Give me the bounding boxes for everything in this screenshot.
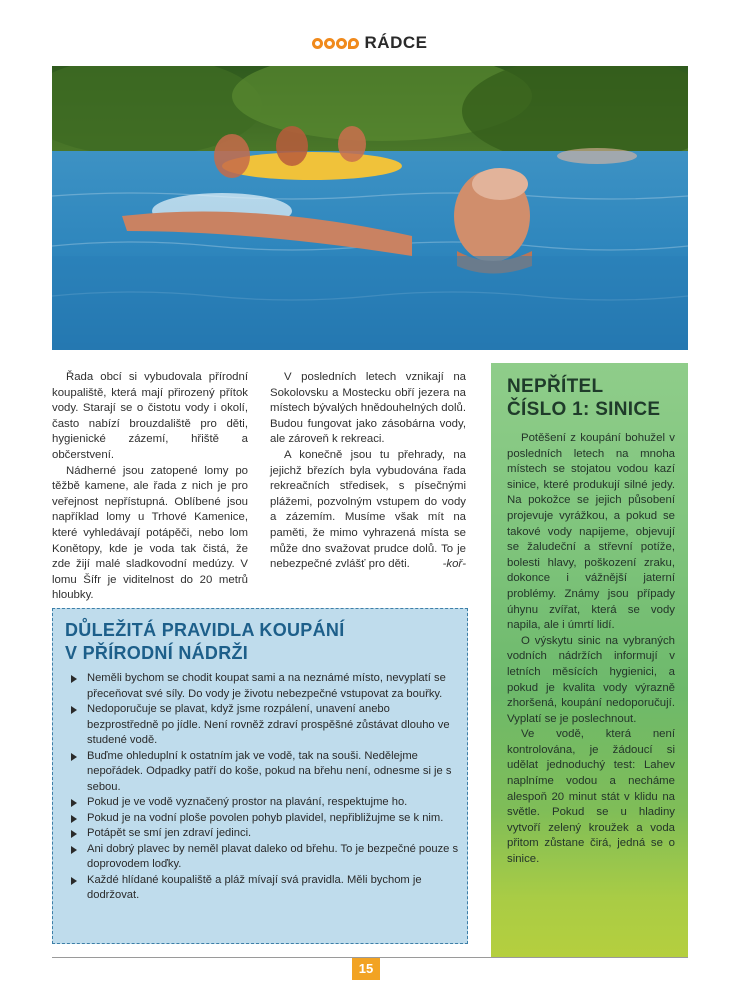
rules-list-item (67, 749, 459, 796)
rules-list (67, 671, 459, 904)
bullet-triangle-icon (71, 799, 77, 807)
sidebar-text (507, 431, 675, 868)
article-paragraph: V posledních letech vznikají na Sokolovsku a Mostecku obří jezera na místech bývalých hnědouhelných dolů. Budou fungovat jako zásobárna vody, ale zároveň k rekreaci. (270, 371, 466, 446)
bullet-triangle-icon (71, 675, 77, 683)
rules-title-line-1: DŮLEŽITÁ PRAVIDLA KOUPÁNÍ (65, 620, 345, 640)
article-paragraph-text: A konečně jsou tu přehrady, na jejichž březích byla vybudována řada rekreačních středisek, s písečnými plážemi, pozvolným vstupem do vody a zázemím. Musíme však mít na paměti, že mimo vyhrazená místa se může dno svažovat prudce dolů. To je nebezpečné zvlášť pro děti. (270, 448, 466, 571)
rules-item-text: Neměli bychom se chodit koupat sami a na neznámé místo, nevyplatí se přeceňovat své síly. Do vody je životu nebezpečné vstupovat za bouřky. (87, 672, 446, 700)
sidebar-title-line-1: NEPŘÍTEL (507, 376, 604, 397)
header-title: RÁDCE (364, 33, 428, 52)
rules-item-text: Nedoporučuje se plavat, když jsme rozpálení, unavení anebo bezprostředně po jídle. Není rovněž zdraví prospěšné zůstávat dlouho ve studené vodě. (87, 703, 450, 746)
coop-logo-icon (312, 38, 359, 49)
rules-item-text: Potápět se smí jen zdraví jedinci. (87, 827, 252, 839)
bullet-triangle-icon (71, 815, 77, 823)
rules-list-item (67, 671, 459, 702)
article-column-1 (52, 370, 248, 604)
bullet-triangle-icon (71, 753, 77, 761)
rules-list-item (67, 702, 459, 749)
sinice-sidebar (491, 363, 688, 958)
swimmer-photo (52, 66, 688, 350)
page-number: 15 (352, 958, 380, 980)
sidebar-paragraph: Ve vodě, která není kontrolována, je žádoucí si udělat jednoduchý test: Lahev naplníme vodou a necháme alespoň 20 minut stát v klidu na světle. Pokud se u hladiny vytvoří zelený kroužek a voda přitom zůstane čirá, jedná se o sinice. (507, 728, 675, 866)
rules-item-text: Pokud je ve vodě vyznačený prostor na plavání, respektujme ho. (87, 796, 408, 808)
rules-item-text: Ani dobrý plavec by neměl plavat daleko od břehu. To je bezpečné pouze s doprovodem loďky. (87, 842, 459, 870)
rules-item-text: Každé hlídané koupaliště a pláž mívají svá pravidla. Měli bychom je dodržovat. (87, 873, 422, 901)
rules-list-item (67, 826, 459, 842)
rules-list-item (67, 795, 459, 811)
swimming-rules-box (52, 608, 468, 944)
rules-title (65, 619, 455, 665)
rules-item-text: Pokud je na vodní ploše povolen pohyb plavidel, nepřibližujme se k nim. (87, 811, 444, 824)
bullet-triangle-icon (71, 846, 77, 854)
article-paragraph (270, 448, 466, 573)
article-column-2 (270, 370, 466, 573)
sidebar-title (507, 375, 677, 421)
sidebar-paragraph: O výskytu sinic na vybraných vodních nádržích informují v letních měsících hygienici, a pokud je kvalita vody výrazně zhoršená, koupání nedoporučují. Vyplatí se je poslechnout. (507, 634, 675, 725)
rules-list-item (67, 811, 459, 827)
rules-list-item (67, 842, 459, 873)
bullet-triangle-icon (71, 830, 77, 838)
rules-title-line-2: V PŘÍRODNÍ NÁDRŽI (65, 643, 249, 663)
page-header (0, 33, 739, 57)
author-signature: -koř- (442, 558, 466, 571)
bullet-triangle-icon (71, 877, 77, 885)
coop-radce-logo (312, 33, 428, 53)
rules-item-text: Buďme ohleduplní k ostatním jak ve vodě, tak na souši. Nedělejme nepořádek. Odpadky patří do koše, pokud na břehu není, odnesme si je s sebou. (87, 749, 452, 793)
sidebar-title-line-2: ČÍSLO 1: SINICE (507, 399, 661, 420)
article-paragraph: Nádherné jsou zatopené lomy po těžbě kamene, ale řada z nich je pro veřejnost nepřístupná. Oblíbené jsou například lomy u Trhové Kamenice, které vyhledávají potápěči, nebo lom Konětopy, kde je voda tak čistá, že zde žijí malé sladkovodní medúzy. V lomu Šífr je viditelnost do 20 metrů hloubky. (52, 464, 248, 602)
rules-list-item (67, 873, 459, 904)
sidebar-paragraph: Potěšení z koupání bohužel v posledních letech na mnoha místech se stojatou vodou kazí sinice, které produkují silné jedy. Na pokožce se jejich působení projevuje vyrážkou, a pokud se takové vody napijeme, objevují se žaludeční a střevní potíže, bolesti hlavy, poškození zraku, dokonce i vážnější jaterní problémy. Známy jsou případy úhynu zvířat, která se vody napila, ale i úmrtí lidí. (507, 432, 675, 632)
article-paragraph: Řada obcí si vybudovala přírodní koupaliště, která mají přirozený přítok vody. Starají se o čistotu vody i okolí, často nabízí brouzdaliště pro děti, hygienické zázemí, hřiště a občerstvení. (52, 371, 248, 461)
bullet-triangle-icon (71, 706, 77, 714)
